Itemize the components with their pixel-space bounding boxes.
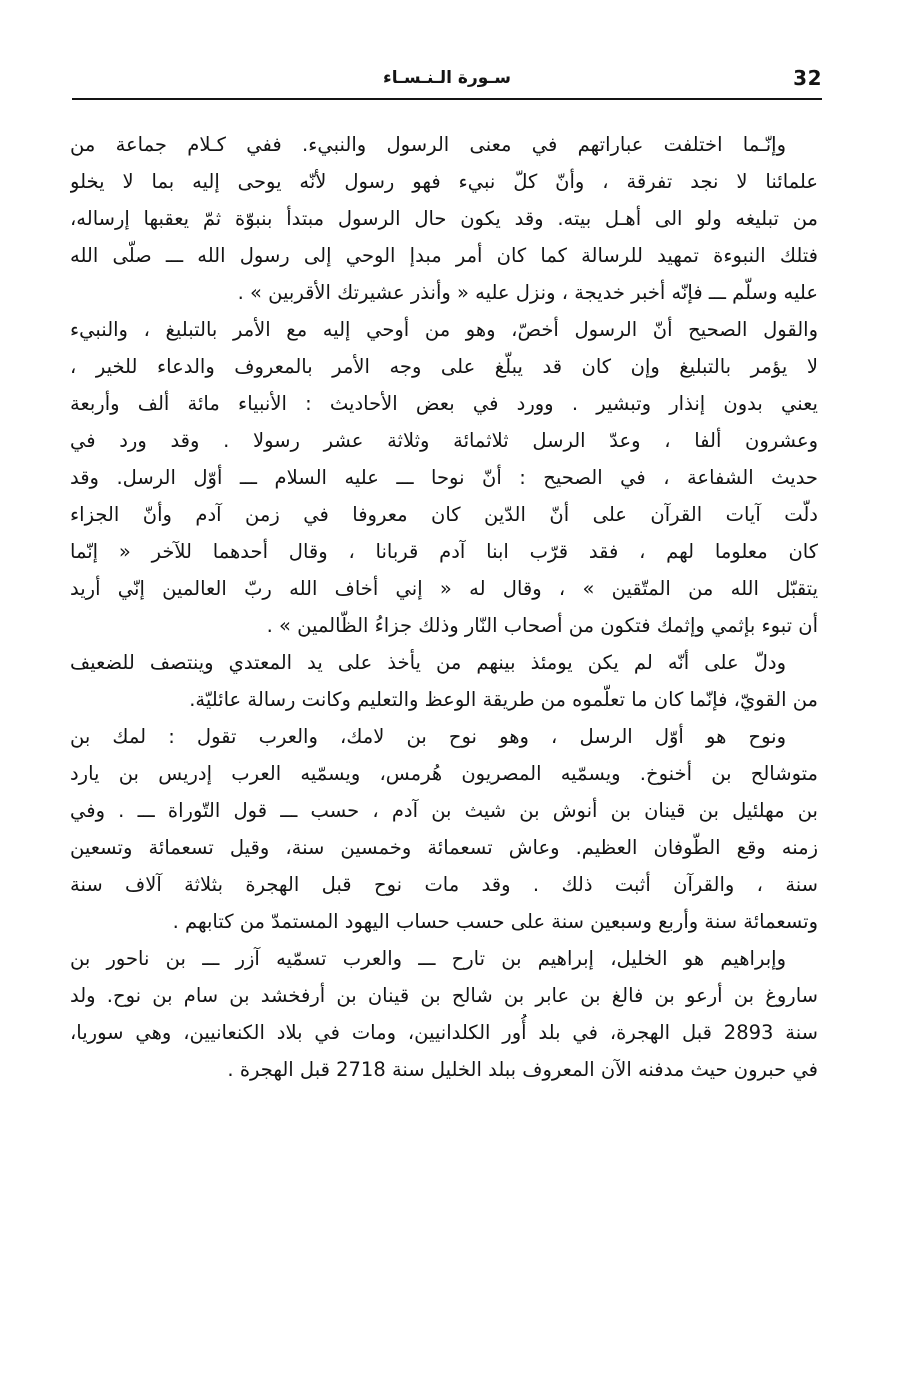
text-line: فتلك النبوءة تمهيد للرسالة كما كان أمر مبدإ الوحي إلى رسول الله ـــ صلّى الله: [70, 244, 818, 267]
text-line: زمنه وقع الطّوفان العظيم. وعاش تسعمائة وخمسين سنة، وقيل تسعمائة وتسعين: [70, 836, 818, 859]
page-number: 32: [793, 66, 822, 90]
text-line: بن مهلئيل بن قينان بن أنوش بن شيث بن آدم ، حسب ـــ قول التّوراة ـــ . وفي: [70, 799, 818, 822]
text-line: في حبرون حيث مدفنه الآن المعروف ببلد الخليل سنة 2718 قبل الهجرة .: [227, 1058, 818, 1081]
text-line: دلّت آيات القرآن على أنّ الدّين كان معروفا في زمن آدم وأنّ الجزاء: [70, 503, 818, 526]
text-line: سنة 2893 قبل الهجرة، في بلد أُور الكلدانيين، ومات في بلاد الكنعانيين، وهي سوريا،: [70, 1021, 818, 1044]
running-head: [72, 64, 822, 100]
text-line: وإبراهيم هو الخليل، إبراهيم بن تارح ـــ والعرب تسمّيه آزر ـــ بن ناحور بن: [70, 947, 786, 970]
text-line: من تبليغه ولو الى أهـل بيته. وقد يكون حال الرسول مبتدأ بنبوّة ثمّ يعقبها إرساله،: [70, 207, 818, 230]
text-line: لا يؤمر بالتبليغ وإن كان قد يبلّغ على وجه الأمر بالمعروف والدعاء للخير ،: [70, 355, 818, 378]
text-line: عليه وسلّم ـــ فإنّه أخبر خديجة ، ونزل عليه « وأنذر عشيرتك الأقربين » .: [237, 281, 818, 304]
text-line: سنة ، والقرآن أثبت ذلك . وقد مات نوح قبل الهجرة بثلاثة آلاف سنة: [70, 873, 818, 896]
paragraph-2: [70, 311, 818, 644]
text-line: أن تبوء بإثمي وإثمك فتكون من أصحاب النّار وذلك جزاءُ الظّالمين » .: [266, 614, 818, 637]
text-line: وعشرون ألفا ، وعدّ الرسل ثلاثمائة وثلاثة عشر رسولا . وقد ورد في: [70, 429, 818, 452]
text-line: يتقبّل الله من المتّقين » ، وقال له « إني أخاف الله ربّ العالمين إنّي أريد: [70, 577, 818, 600]
paragraph-5: [70, 940, 818, 1088]
body-text: [70, 126, 818, 1088]
paragraph-3: [70, 644, 818, 718]
text-line: ونوح هو أوّل الرسل ، وهو نوح بن لامك، والعرب تقول : لمك بن: [70, 725, 786, 748]
paragraph-4: [70, 718, 818, 940]
header-rule: [72, 98, 822, 100]
text-line: حديث الشفاعة ، في الصحيح : أنّ نوحا ـــ عليه السلام ـــ أوّل الرسل. وقد: [70, 466, 818, 489]
text-line: ساروغ بن أرعو بن فالغ بن عابر بن شالح بن قينان بن أرفخشد بن سام بن نوح. ولد: [70, 984, 818, 1007]
text-line: كان معلوما لهم ، فقد قرّب ابنا آدم قربانا ، وقال أحدهما للآخر « إنّما: [70, 540, 818, 563]
text-line: علمائنا لا نجد تفرقة ، وأنّ كلّ نبيء فهو رسول لأنّه يوحى إليه بما لا يخلو: [70, 170, 818, 193]
paragraph-1: [70, 126, 818, 311]
text-line: وإنّـما اختلفت عباراتهم في معنى الرسول والنبيء. ففي كـلام جماعة من: [70, 133, 786, 156]
text-line: متوشالح بن أخنوخ. ويسمّيه المصريون هُرمس، ويسمّيه العرب إدريس بن يارد: [70, 762, 818, 785]
text-line: يعني بدون إنذار وتبشير . وورد في بعض الأحاديث : الأنبياء مائة ألف وأربعة: [70, 392, 818, 415]
text-line: والقول الصحيح أنّ الرسول أخصّ، وهو من أوحي إليه مع الأمر بالتبليغ ، والنبيء: [70, 318, 818, 341]
running-title: سـورة الـنـسـاء: [383, 68, 511, 88]
text-line: من القويّ، فإنّما كان ما تعلّموه من طريقة الوعظ والتعليم وكانت رسالة عائليّة.: [189, 688, 818, 711]
text-line: وتسعمائة سنة وأربع وسبعين سنة على حسب حساب اليهود المستمدّ من كتابهم .: [172, 910, 818, 933]
text-line: ودلّ على أنّه لم يكن يومئذ بينهم من يأخذ على يد المعتدي وينتصف للضعيف: [70, 651, 786, 674]
